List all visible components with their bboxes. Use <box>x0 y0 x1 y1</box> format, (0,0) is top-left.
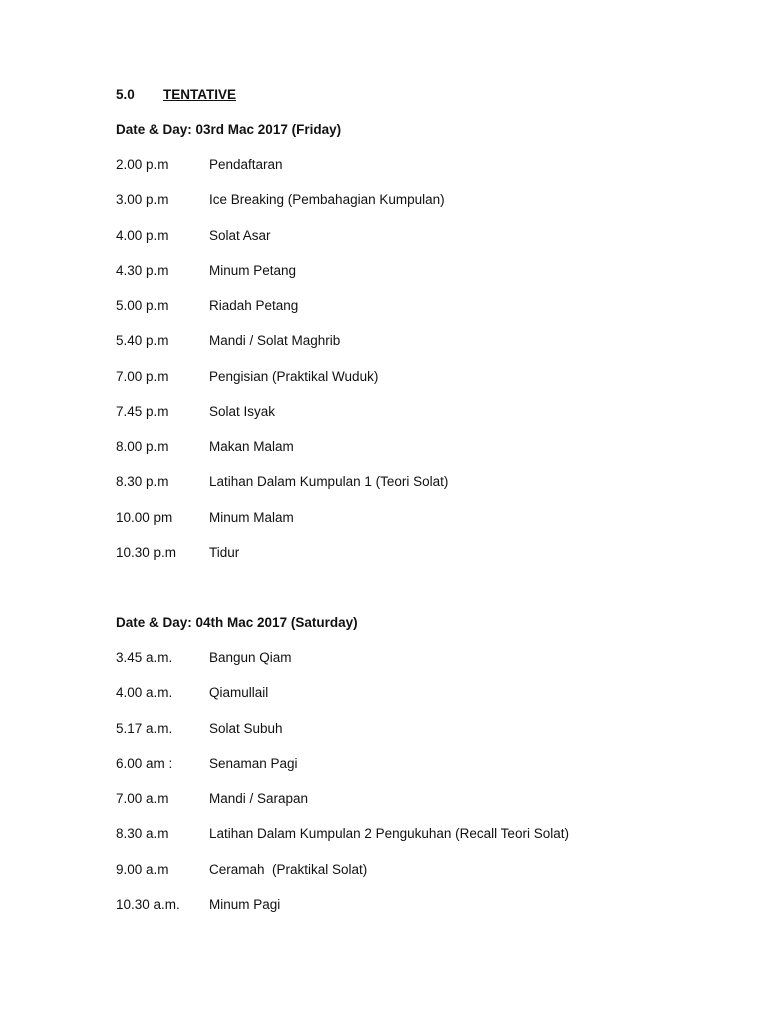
schedule-row <box>116 192 736 227</box>
schedule-row <box>116 369 736 404</box>
schedule-row <box>116 650 736 685</box>
activity-cell: Qiamullail <box>209 685 269 701</box>
activity-cell: Tidur <box>209 544 240 560</box>
schedule-row <box>116 826 736 861</box>
schedule-row <box>116 721 736 756</box>
section-heading <box>116 87 236 102</box>
activity-cell: Solat Asar <box>209 227 271 243</box>
activity-cell: Bangun Qiam <box>209 650 292 665</box>
time-cell: 10.00 pm <box>116 509 173 525</box>
activity-cell: Mandi / Sarapan <box>209 791 309 806</box>
schedule-row <box>116 439 736 474</box>
time-cell: 8.00 p.m <box>116 439 169 454</box>
activity-cell: Mandi / Solat Maghrib <box>209 333 341 349</box>
schedule-row <box>116 756 736 791</box>
time-cell: 2.00 p.m <box>116 157 169 172</box>
schedule-row <box>116 263 736 298</box>
time-cell: 5.00 p.m <box>116 298 169 313</box>
activity-cell: Minum Malam <box>209 509 294 525</box>
activity-cell: Solat Subuh <box>209 720 283 736</box>
schedule-row <box>116 474 736 509</box>
time-cell: 5.17 a.m. <box>116 720 173 736</box>
schedule-row <box>116 157 736 192</box>
day-title: Date & Day: 03rd Mac 2017 (Friday) <box>116 122 342 137</box>
activity-cell: Pendaftaran <box>209 157 283 172</box>
time-cell: 9.00 a.m <box>116 861 169 877</box>
schedule-row <box>116 298 736 333</box>
time-cell: 10.30 p.m <box>116 544 177 560</box>
schedule-row <box>116 545 736 580</box>
activity-cell: Latihan Dalam Kumpulan 1 (Teori Solat) <box>209 474 449 490</box>
section-title: TENTATIVE <box>163 87 236 102</box>
time-cell: 6.00 am : <box>116 755 173 771</box>
schedule-row <box>116 510 736 545</box>
time-cell: 3.00 p.m <box>116 192 169 208</box>
time-cell: 4.00 p.m <box>116 227 169 243</box>
schedule-row <box>116 333 736 368</box>
activity-cell: Ice Breaking (Pembahagian Kumpulan) <box>209 192 445 208</box>
activity-cell: Ceramah (Praktikal Solat) <box>209 861 368 877</box>
section-number: 5.0 <box>116 87 135 102</box>
activity-cell: Pengisian (Praktikal Wuduk) <box>209 368 379 384</box>
time-cell: 4.30 p.m <box>116 262 169 278</box>
activity-cell: Minum Petang <box>209 262 297 278</box>
activity-cell: Latihan Dalam Kumpulan 2 Pengukuhan (Recall Teori Solat) <box>209 826 569 842</box>
activity-cell: Senaman Pagi <box>209 755 298 771</box>
schedule-row <box>116 897 736 932</box>
schedule-row <box>116 685 736 720</box>
activity-cell: Minum Pagi <box>209 896 281 912</box>
schedule-row <box>116 791 736 826</box>
time-cell: 7.00 p.m <box>116 368 169 384</box>
time-cell: 3.45 a.m. <box>116 650 173 665</box>
day-title: Date & Day: 04th Mac 2017 (Saturday) <box>116 615 358 630</box>
schedule-row <box>116 862 736 897</box>
time-cell: 8.30 a.m <box>116 826 169 842</box>
time-cell: 8.30 p.m <box>116 474 169 490</box>
activity-cell: Riadah Petang <box>209 298 299 313</box>
time-cell: 4.00 a.m. <box>116 685 173 701</box>
schedule-day-1 <box>116 122 736 580</box>
time-cell: 7.00 a.m <box>116 791 169 806</box>
schedule-row <box>116 404 736 439</box>
schedule-row <box>116 228 736 263</box>
time-cell: 5.40 p.m <box>116 333 169 349</box>
time-cell: 10.30 a.m. <box>116 896 180 912</box>
activity-cell: Makan Malam <box>209 439 294 454</box>
time-cell: 7.45 p.m <box>116 403 169 419</box>
schedule-day-2 <box>116 615 736 932</box>
activity-cell: Solat Isyak <box>209 403 276 419</box>
